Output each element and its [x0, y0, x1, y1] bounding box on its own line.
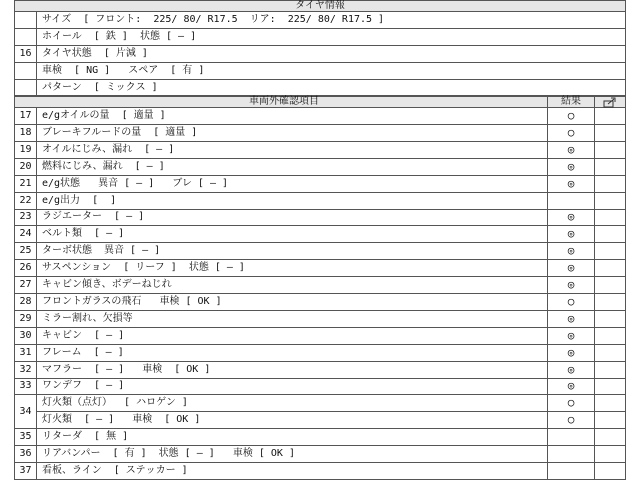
check-result: ○: [547, 412, 595, 428]
row-number: 28: [15, 294, 37, 310]
row-number: 22: [15, 193, 37, 209]
check-result: [547, 193, 595, 209]
tire-row: [15, 80, 625, 96]
exterior-check-row: [15, 412, 625, 429]
exterior-check-row: [15, 243, 625, 260]
exterior-check-row: [15, 294, 625, 311]
check-item-text: ベルト類 [ ― ]: [42, 228, 125, 240]
check-item-text: ワンデフ [ ― ]: [42, 380, 125, 392]
check-result: ○: [547, 395, 595, 411]
tire-row: [15, 29, 625, 46]
row-34-number: 34: [15, 396, 37, 428]
row-number: 18: [15, 125, 37, 141]
pattern-text: パターン [ ミックス ]: [42, 82, 158, 93]
exterior-check-title: 車両外確認項目: [249, 96, 319, 107]
check-item-text: ターボ状態 異音 [ ― ]: [42, 245, 161, 257]
check-result: ◎: [547, 209, 595, 225]
check-item-text: キャビン [ ― ]: [42, 329, 125, 341]
check-item-text: e/g状態 異音 [ ― ] ブレ [ ― ]: [42, 177, 229, 189]
row-number: 24: [15, 226, 37, 242]
check-result: ◎: [547, 243, 595, 259]
check-item-text: オイルにじみ、漏れ [ ― ]: [42, 143, 175, 155]
inspection-spare-text: 車検 [ NG ] スペア [ 有 ]: [42, 65, 205, 76]
exterior-check-header: [15, 96, 625, 108]
check-result: ◎: [547, 260, 595, 276]
check-item-text: サスペンション [ リーフ ] 状態 [ ― ]: [42, 262, 245, 274]
exterior-check-row: [15, 463, 625, 480]
result-header-cell: [547, 97, 595, 107]
exterior-check-row: [15, 446, 625, 463]
exterior-check-row: [15, 328, 625, 345]
tire-info-header: [15, 0, 625, 12]
row-number: 23: [15, 209, 37, 225]
check-result: [547, 446, 595, 462]
tire-row: [15, 12, 625, 29]
tire-info-title: タイヤ情報: [295, 0, 345, 11]
tire-condition-text: タイヤ状態 [ 片減 ]: [42, 48, 148, 59]
exterior-check-row: [15, 378, 625, 395]
exterior-check-row: [15, 277, 625, 294]
exterior-check-row: [15, 159, 625, 176]
check-item-text: 灯火類 [ ― ] 車検 [ OK ]: [42, 414, 201, 426]
exterior-check-row: [15, 395, 625, 412]
check-item-text: e/gオイルの量 [ 適量 ]: [42, 110, 166, 121]
check-item-text: キャビン傾き、ボデーねじれ: [42, 279, 172, 290]
check-item-text: フロントガラスの飛石 車検 [ OK ]: [42, 295, 222, 307]
exterior-check-row: [15, 311, 625, 328]
row-number: 21: [15, 176, 37, 192]
row-number: 37: [15, 463, 37, 479]
exterior-check-row: [15, 142, 625, 159]
exterior-check-row: [15, 260, 625, 277]
check-result: [547, 429, 595, 445]
check-result: ○: [547, 108, 595, 124]
tire-row: [15, 46, 625, 63]
exterior-check-row: [15, 108, 625, 125]
tire-row: [15, 63, 625, 80]
check-result: ◎: [547, 378, 595, 394]
check-result: [547, 463, 595, 479]
check-result: ◎: [547, 328, 595, 344]
check-item-text: 看板、ライン [ ステッカー ]: [42, 464, 188, 476]
exterior-check-row: [15, 226, 625, 243]
row-number: 29: [15, 311, 37, 327]
check-result: ◎: [547, 311, 595, 327]
exterior-check-row: [15, 429, 625, 446]
check-item-text: リアバンパー [ 有 ] 状態 [ ― ] 車検 [ OK ]: [42, 448, 295, 459]
row-number: 35: [15, 429, 37, 445]
result-header: 結果: [561, 96, 581, 107]
wheel-text: ホイール [ 鉄 ] 状態 [ ― ]: [42, 31, 197, 42]
share-icon[interactable]: [603, 97, 617, 108]
row-number: 20: [15, 159, 37, 175]
row-number: 31: [15, 345, 37, 361]
inspection-sheet: [14, 0, 626, 480]
check-result: ◎: [547, 159, 595, 175]
tire-size-text: サイズ [ フロント: 225/ 80/ R17.5 リア: 225/ 80/ R17.5 ]: [42, 14, 385, 25]
check-item-text: ブレーキフルードの量 [ 適量 ]: [42, 126, 198, 138]
check-result: ◎: [547, 226, 595, 242]
check-item-text: フレーム [ ― ]: [42, 346, 124, 358]
check-item-text: ラジエーター [ ― ]: [42, 211, 145, 223]
row-number: 19: [15, 142, 37, 158]
check-item-text: 燃料にじみ、漏れ [ ― ]: [42, 160, 165, 172]
check-result: ◎: [547, 176, 595, 192]
check-result: ◎: [547, 362, 595, 378]
row-number: 17: [15, 108, 37, 124]
row-number: 33: [15, 378, 37, 394]
exterior-check-row: [15, 193, 625, 210]
check-item-text: マフラー [ ― ] 車検 [ OK ]: [42, 363, 211, 375]
exterior-check-row: [15, 345, 625, 362]
check-item-text: 灯火類（点灯） [ ハロゲン ]: [42, 397, 188, 409]
check-result: ◎: [547, 142, 595, 158]
exterior-check-row: [15, 209, 625, 226]
check-result: ○: [547, 125, 595, 141]
check-result: ◎: [547, 277, 595, 293]
check-item-text: リターダ [ 無 ]: [42, 431, 129, 443]
row-number: 30: [15, 328, 37, 344]
row-number: 27: [15, 277, 37, 293]
check-result: ◎: [547, 345, 595, 361]
row-number: 36: [15, 446, 37, 462]
row-number: 25: [15, 243, 37, 259]
exterior-check-row: [15, 125, 625, 142]
tire-section-number: 16: [15, 12, 37, 96]
check-item-text: ミラー割れ、欠損等: [42, 312, 133, 324]
check-item-text: e/g出力 [ ]: [42, 194, 117, 206]
exterior-check-row: [15, 362, 625, 379]
exterior-check-row: [15, 176, 625, 193]
row-number: 32: [15, 362, 37, 378]
row-number: 26: [15, 260, 37, 276]
check-result: ○: [547, 294, 595, 310]
